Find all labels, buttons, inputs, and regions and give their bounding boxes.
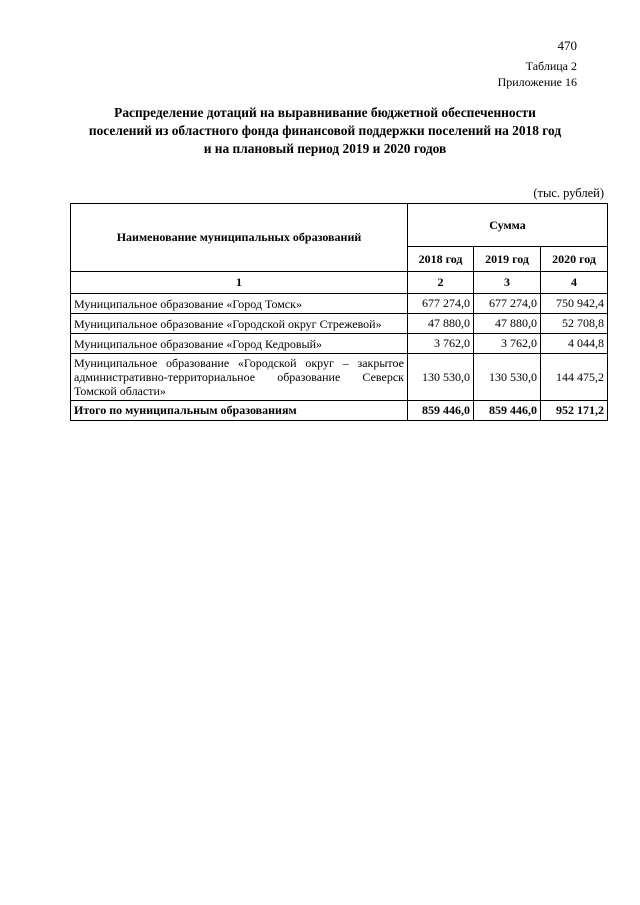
row-name: Муниципальное образование «Город Томск» [71,294,408,314]
value-2019: 677 274,0 [474,294,541,314]
value-2018: 3 762,0 [408,334,474,354]
row-name: Муниципальное образование «Городской округ – закрытое административно-территориальное образование Северск Томской области» [71,354,408,401]
header-name: Наименование муниципальных образований [71,204,408,272]
value-2020: 52 708,8 [541,314,608,334]
page-number: 470 [557,38,577,53]
header-sum: Сумма [408,204,608,247]
title-line-2: поселений из областного фонда финансовой поддержки поселений на 2018 год [88,123,562,138]
value-2018: 130 530,0 [408,354,474,401]
index-cell: 1 [71,272,408,294]
header-year-2019: 2019 год [474,247,541,272]
appendix-label: Приложение 16 [497,75,577,89]
total-2019: 859 446,0 [474,401,541,421]
subsidy-table [70,203,608,421]
value-2019: 130 530,0 [474,354,541,401]
value-2018: 677 274,0 [408,294,474,314]
value-2020: 4 044,8 [541,334,608,354]
total-2020: 952 171,2 [541,401,608,421]
value-2018: 47 880,0 [408,314,474,334]
header-year-2020: 2020 год [541,247,608,272]
total-row [71,401,608,421]
table-row [71,334,608,354]
value-2019: 47 880,0 [474,314,541,334]
row-name: Муниципальное образование «Городской округ Стрежевой» [71,314,408,334]
total-2018: 859 446,0 [408,401,474,421]
value-2019: 3 762,0 [474,334,541,354]
value-2020: 144 475,2 [541,354,608,401]
index-row [71,272,608,294]
title-line-3: и на плановый период 2019 и 2020 годов [203,141,447,156]
annex-block [498,58,577,90]
header-year-2018: 2018 год [408,247,474,272]
index-cell: 4 [541,272,608,294]
title-line-1: Распределение дотаций на выравнивание бюджетной обеспеченности [114,105,536,120]
total-name: Итого по муниципальным образованиям [71,401,408,421]
index-cell: 2 [408,272,474,294]
table-row [71,294,608,314]
table-row [71,314,608,334]
units-label: (тыс. рублей) [533,186,604,200]
table-label: Таблица 2 [525,59,577,73]
table-row [71,354,608,401]
document-title [70,104,580,158]
index-cell: 3 [474,272,541,294]
row-name: Муниципальное образование «Город Кедровый» [71,334,408,354]
value-2020: 750 942,4 [541,294,608,314]
